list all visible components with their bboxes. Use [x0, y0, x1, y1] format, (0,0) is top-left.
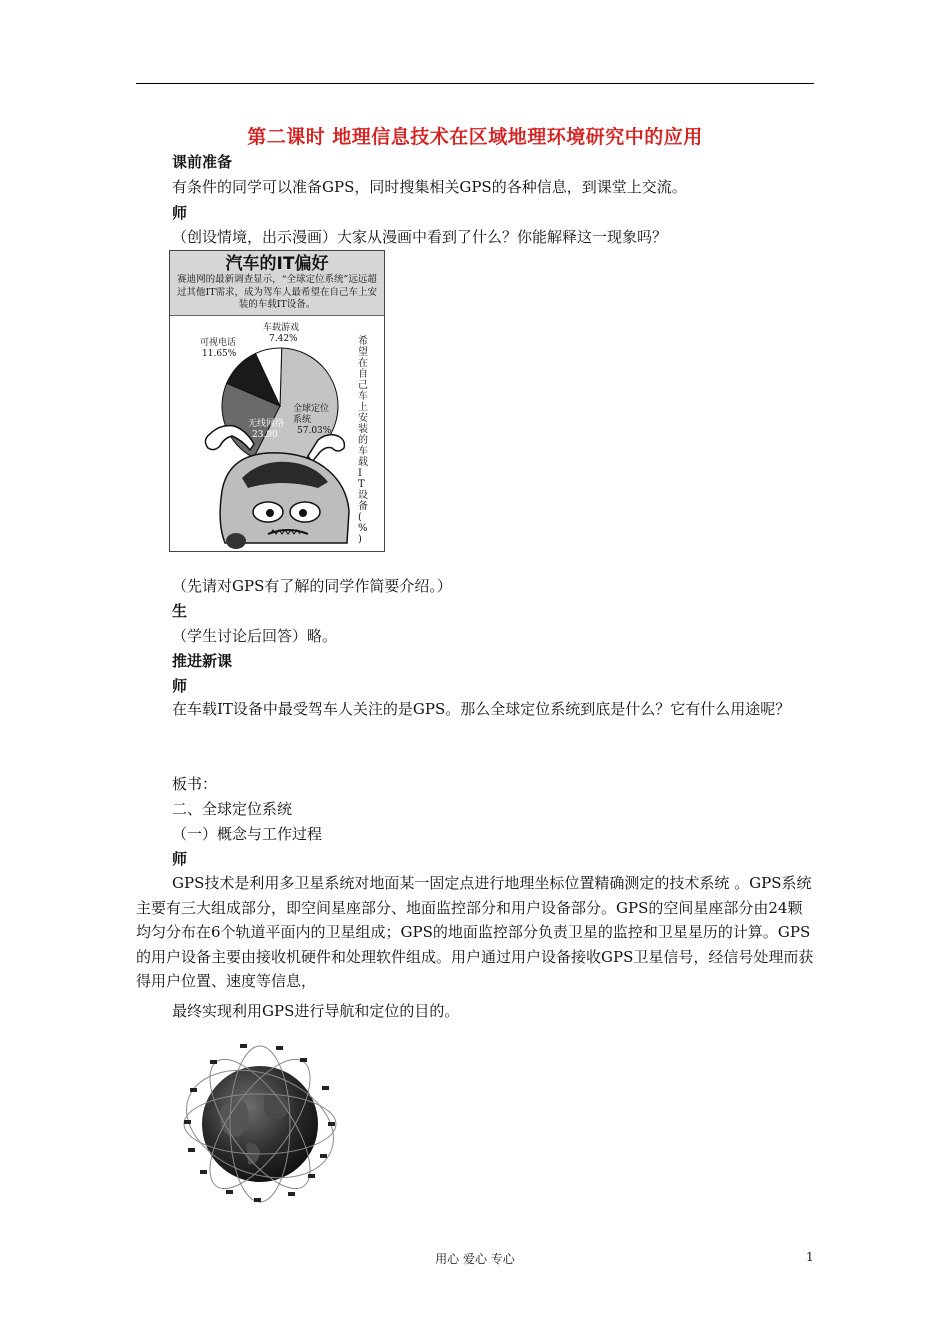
teacher-label-3: 师	[172, 850, 188, 868]
pie-label: 全球定位系统	[293, 404, 330, 425]
final-text: 最终实现利用GPS进行导航和定位的目的。	[172, 1002, 460, 1020]
figure-header	[170, 251, 384, 316]
teacher-label-2: 师	[172, 677, 188, 695]
page-title: 第二课时 地理信息技术在区域地理环境研究中的应用	[247, 126, 703, 148]
intro-text: （创设情境，出示漫画）大家从漫画中看到了什么？你能解释这一现象吗？	[172, 228, 668, 246]
heading-new: 推进新课	[172, 652, 233, 670]
figure-title: 汽车的IT偏好	[225, 254, 329, 274]
gps-satellite-globe-image	[180, 1040, 340, 1205]
section-heading: 二、全球定位系统	[172, 800, 293, 818]
pie-value-label: 7.42%	[269, 334, 298, 344]
pie-value-label: 57.03%	[297, 426, 332, 436]
pie-value-label: 11.65%	[202, 349, 237, 359]
footer-text: 用心 爱心 专心	[435, 1252, 515, 1266]
pie-label: 车载游戏	[263, 323, 300, 333]
page-number: 1	[806, 1250, 814, 1264]
pie-label: 无线网络	[248, 419, 285, 429]
ask-text: （先请对GPS有了解的同学作简要介绍。）	[172, 577, 452, 595]
question-text: 在车载IT设备中最受驾车人关注的是GPS。那么全球定位系统到底是什么？它有什么用途呢？	[172, 700, 791, 718]
cartoon-figure	[169, 250, 385, 552]
pie-chart-svg	[170, 316, 384, 551]
cartoon-car	[220, 453, 349, 549]
board-label: 板书：	[172, 775, 218, 793]
prep-text: 有条件的同学可以准备GPS，同时搜集相关GPS的各种信息，到课堂上交流。	[172, 178, 687, 196]
student-text: （学生讨论后回答）略。	[172, 627, 338, 645]
student-label: 生	[172, 602, 188, 620]
figure-description: 赛迪网的最新调查显示，“全球定位系统”远远超过其他IT需求，成为驾车人最希望在自己车上安装的车载IT设备。	[176, 274, 378, 310]
header-rule	[136, 83, 814, 84]
heading-prep: 课前准备	[172, 153, 233, 171]
subsection-heading: （一）概念与工作过程	[172, 825, 323, 843]
pie-label: 可视电话	[200, 338, 237, 348]
side-caption: 希望在自己车上安装的车载 I T 设备( % )	[358, 336, 368, 545]
pie-value-label: 23.90	[252, 430, 278, 440]
gps-description: GPS技术是利用多卫星系统对地面某一固定点进行地理坐标位置精确测定的技术系统 。GPS系统主要有三大组成部分，即空间星座部分、地面监控部分和用户设备部分。GPS的空间星座部分由24颗均匀分布在6个轨道平面内的卫星组成；GPS的地面监控部分负责卫星的监控和卫星星历的计算。GPS的用户设备主要由接收机硬件和处理软件组成。用户通过用户设备接收GPS卫星信号，经信号处理而获得用户位置、速度等信息，	[136, 874, 814, 990]
teacher-label: 师	[172, 204, 188, 222]
